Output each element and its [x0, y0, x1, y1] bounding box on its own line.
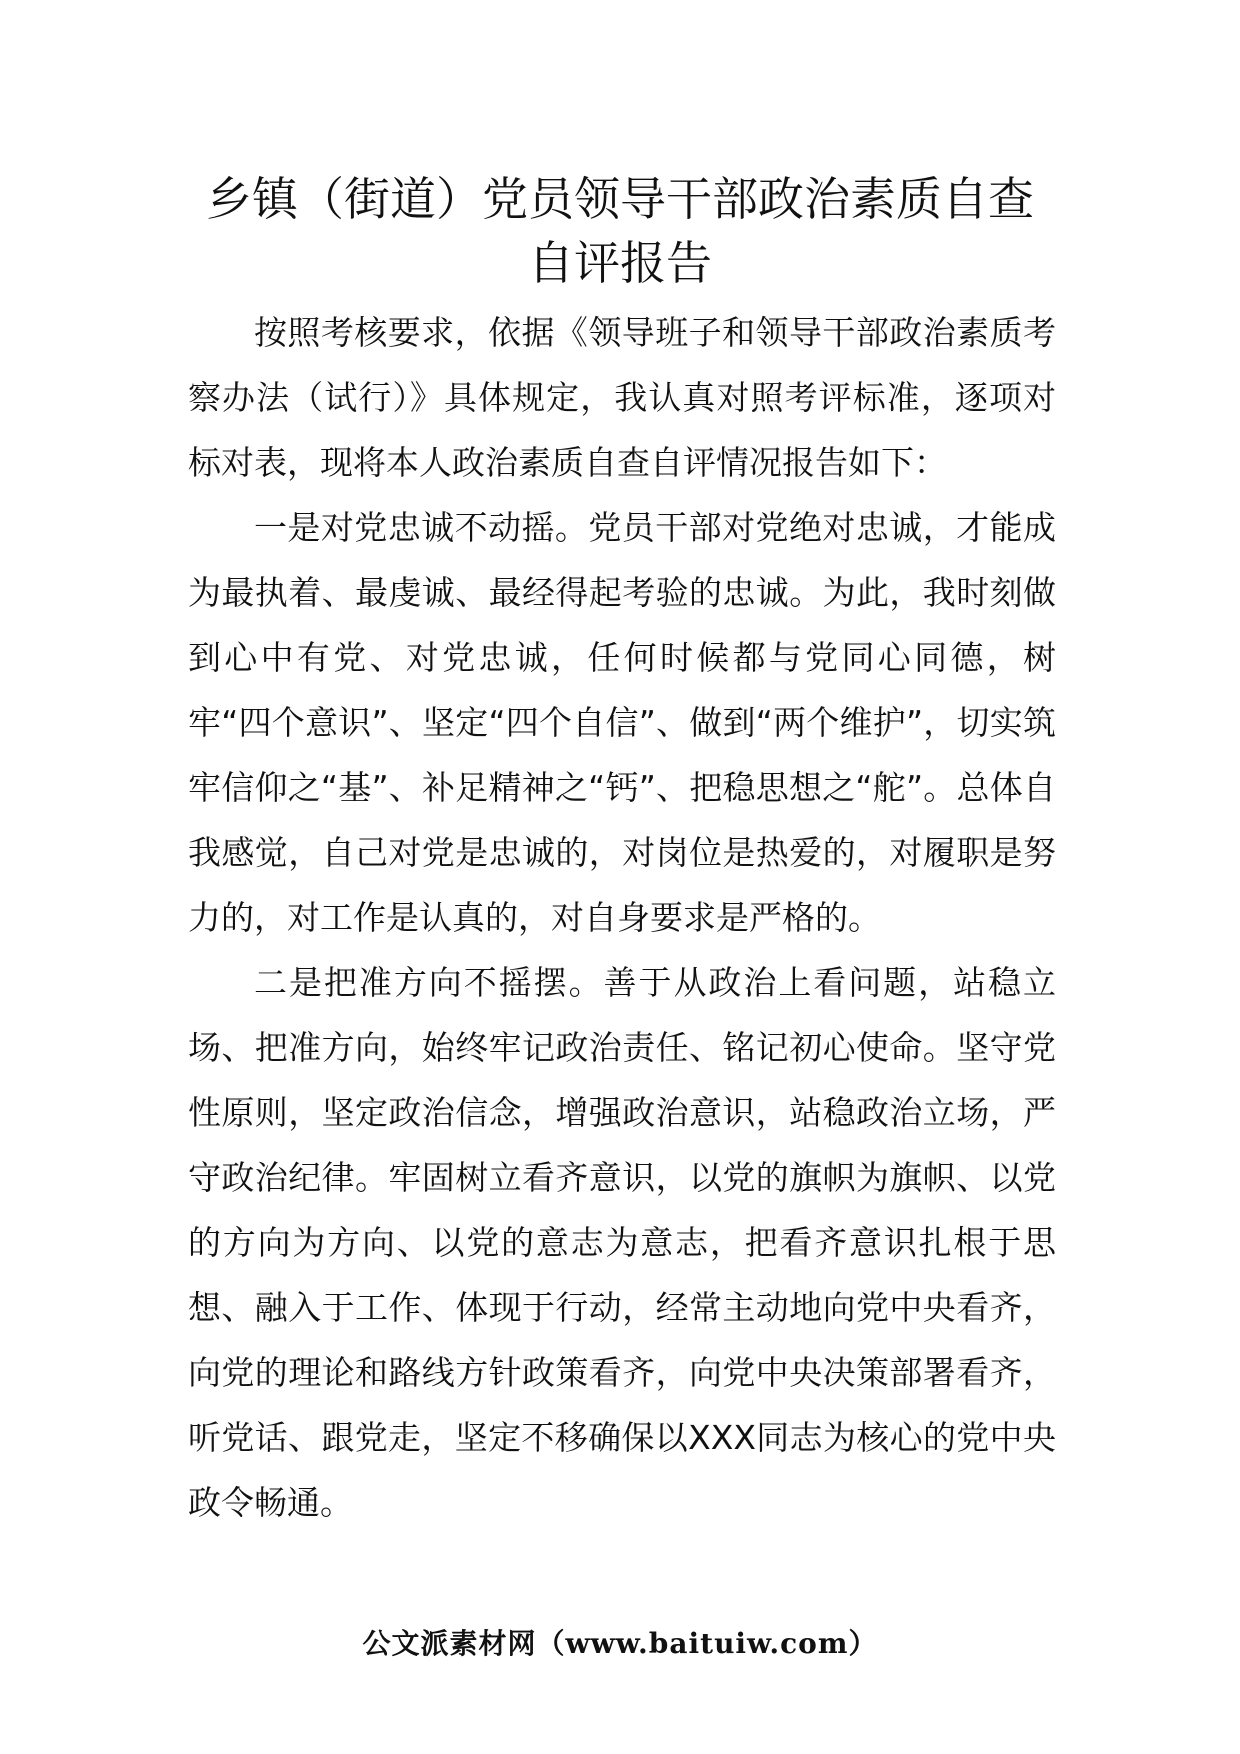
paragraph-intro: 按照考核要求，依据《领导班子和领导干部政治素质考察办法（试行）》具体规定，我认真对照考评标准，逐项对标对表，现将本人政治素质自查自评情况报告如下： [188, 313, 1056, 482]
paragraph-direction: 二是把准方向不摇摆。善于从政治上看问题，站稳立场、把准方向，始终牢记政治责任、铭记初心使命。坚守党性原则，坚定政治信念，增强政治意识，站稳政治立场，严守政治纪律。牢固树立看齐意识，以党的旗帜为旗帜、以党的方向为方向、以党的意志为意志，把看齐意识扎根于思想、融入于工作、体现于行动，经常主动地向党中央看齐，向党的理论和路线方针政策看齐，向党中央决策部署看齐，听党话、跟党走，坚定不移确保以XXX同志为核心的党中央政令畅通。 [188, 963, 1056, 1522]
document-title-line-1: 乡镇（街道）党员领导干部政治素质自查 [206, 172, 1034, 226]
paragraph-loyalty: 一是对党忠诚不动摇。党员干部对党绝对忠诚，才能成为最执着、最虔诚、最经得起考验的忠诚。为此，我时刻做到心中有党、对党忠诚，任何时候都与党同心同德，树牢“四个意识”、坚定“四个自信”、做到“两个维护”，切实筑牢信仰之“基”、补足精神之“钙”、把稳思想之“舵”。总体自我感觉，自己对党是忠诚的，对岗位是热爱的，对履职是努力的，对工作是认真的，对自身要求是严格的。 [188, 508, 1056, 937]
footer-watermark: 公文派素材网（www.baituiw.com） [362, 1627, 878, 1660]
document-body [188, 300, 1056, 1535]
document-title-line-2: 自评报告 [528, 236, 712, 290]
